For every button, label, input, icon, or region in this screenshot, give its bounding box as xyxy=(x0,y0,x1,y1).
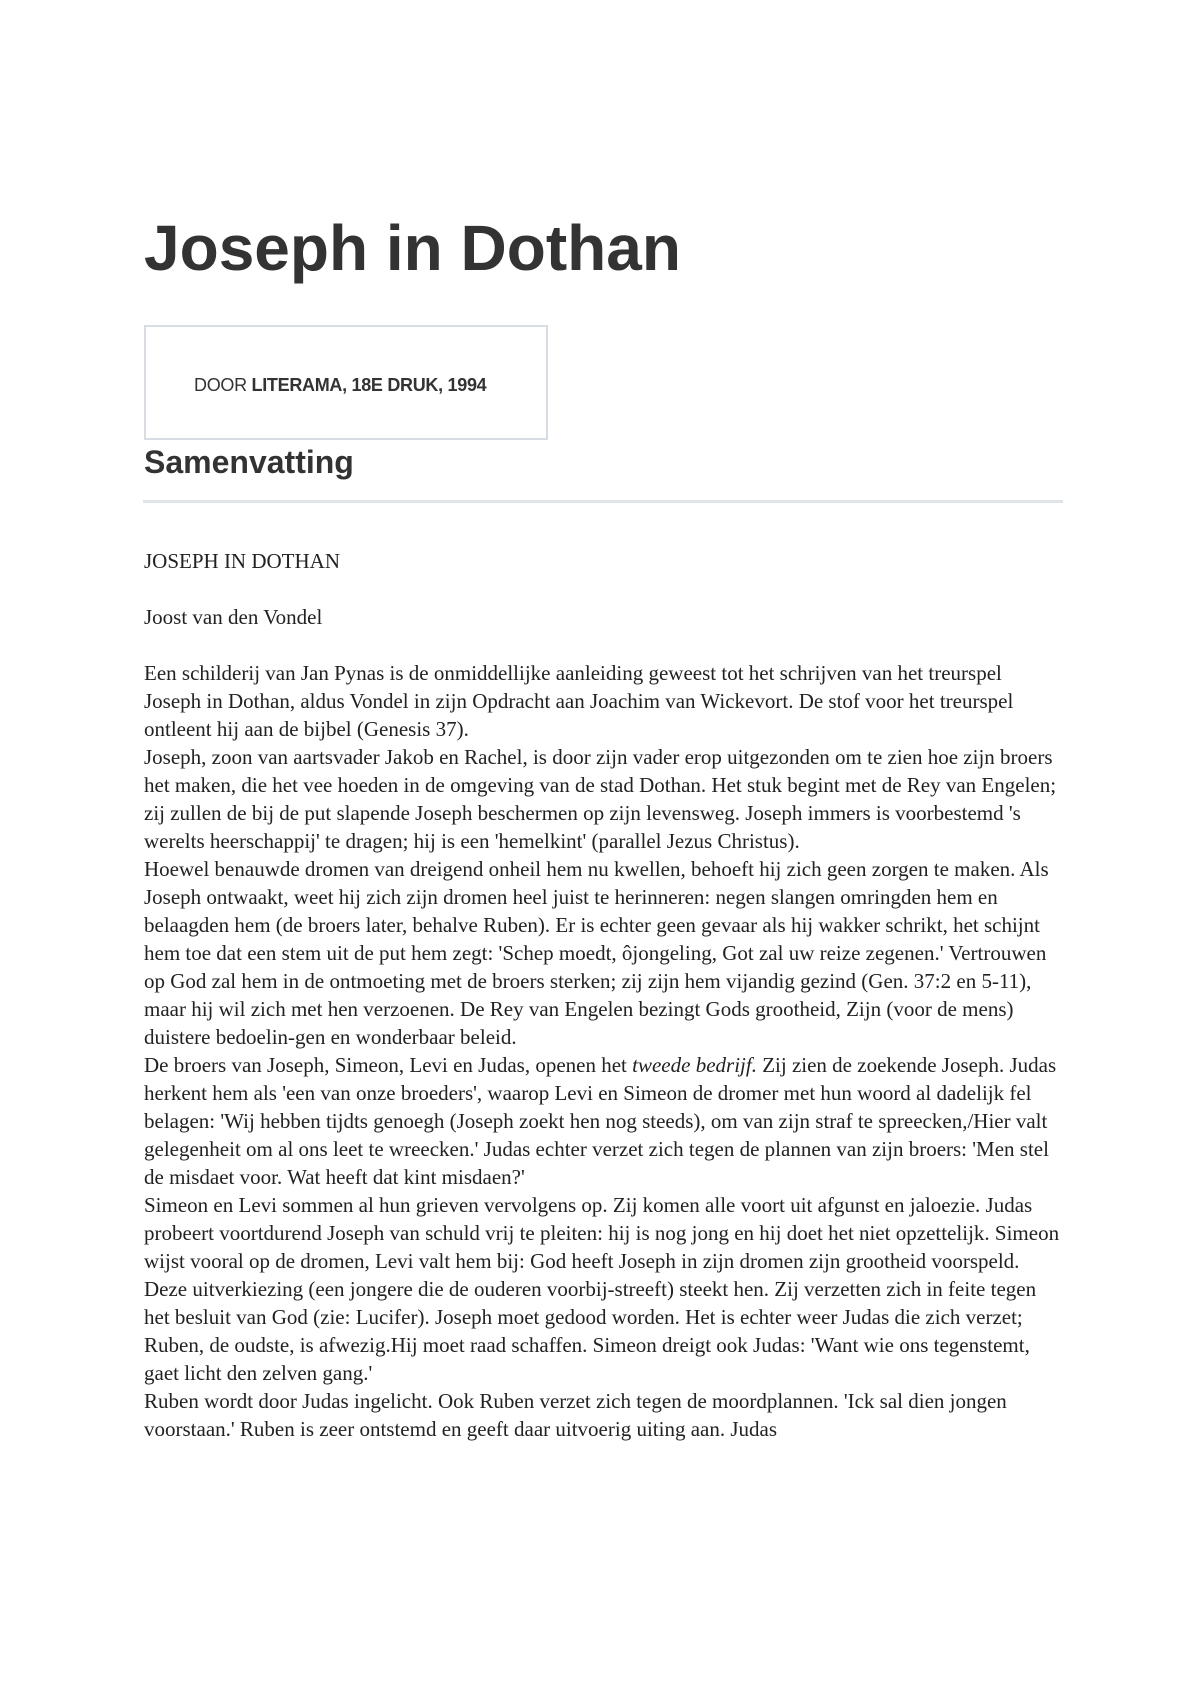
summary-paragraph-1: Een schilderij van Jan Pynas is de onmiddellijke aanleiding geweest tot het schrijven van het treurspel Joseph in Dothan, aldus Vondel in zijn Opdracht aan Joachim van Wickevort. De stof voor het treurspel ontleent hij aan de bijbel (Genesis 37). xyxy=(144,661,1014,741)
author-source: LITERAMA, 18E DRUK, 1994 xyxy=(251,375,487,395)
summary-paragraph-5: Simeon en Levi sommen al hun grieven vervolgens op. Zij komen alle voort uit afgunst en jaloezie. Judas probeert voortdurend Joseph van schuld vrij te pleiten: hij is nog jong en hij doet het niet opzettelijk. Simeon wijst vooral op de dromen, Levi valt hem bij: God heeft Joseph in zijn dromen zijn grootheid voorspeld. Deze uitverkiezing (een jongere die de ouderen voorbij-streeft) steekt hen. Zij verzetten zich in feite tegen het besluit van God (zie: Lucifer). Joseph moet gedood worden. Het is echter weer Judas die zich verzet; Ruben, de oudste, is afwezig.Hij moet raad schaffen. Simeon dreigt ook Judas: 'Want wie ons tegenstemt, gaet licht den zelven gang.' xyxy=(144,1193,1060,1385)
summary-author: Joost van den Vondel xyxy=(144,605,323,629)
author-info xyxy=(194,375,486,395)
author-info-box xyxy=(144,325,548,440)
summary-body xyxy=(144,547,1064,1443)
document-title: Joseph in Dothan xyxy=(144,212,681,284)
summary-heading-caps: JOSEPH IN DOTHAN xyxy=(144,549,341,573)
summary-paragraph-6: Ruben wordt door Judas ingelicht. Ook Ruben verzet zich tegen de moordplannen. 'Ick sal dien jongen voorstaan.' Ruben is zeer ontstemd en geeft daar uitvoerig uiting aan. Judas xyxy=(144,1389,1007,1441)
summary-paragraph-2: Joseph, zoon van aartsvader Jakob en Rachel, is door zijn vader erop uitgezonden om te zien hoe zijn broers het maken, die het vee hoeden in de omgeving van de stad Dothan. Het stuk begint met de Rey van Engelen; zij zullen de bij de put slapende Joseph beschermen op zijn levensweg. Joseph immers is voorbestemd 's werelts heerschappij' te dragen; hij is een 'hemelkint' (parallel Jezus Christus). xyxy=(144,745,1057,853)
author-prefix: DOOR xyxy=(194,375,252,395)
section-heading: Samenvatting xyxy=(144,444,354,480)
paragraph-4-italic: tweede bedrijf. xyxy=(632,1053,757,1077)
summary-paragraph-3: Hoewel benauwde dromen van dreigend onheil hem nu kwellen, behoeft hij zich geen zorgen te maken. Als Joseph ontwaakt, weet hij zich zijn dromen heel juist te herinneren: negen slangen omringden hem en belaagden hem (de broers later, behalve Ruben). Er is echter geen gevaar als hij wakker schrikt, het schijnt hem toe dat een stem uit de put hem zegt: 'Schep moedt, ôjongeling, Got zal uw reize zegenen.' Vertrouwen op God zal hem in de ontmoeting met de broers sterken; zij zijn hem vijandig gezind (Gen. 37:2 en 5-11), maar hij wil zich met hen verzoenen. De Rey van Engelen bezingt Gods grootheid, Zijn (voor de mens) duistere bedoelin-gen en wonderbaar beleid. xyxy=(144,857,1049,1049)
summary-paragraph-4 xyxy=(144,1051,1064,1191)
section-divider xyxy=(143,500,1063,503)
paragraph-4-end: Zij zien de zoekende Joseph. Judas herkent hem als 'een van onze broeders', waarop Levi en Simeon de dromer met hun woord al dadelijk fel belagen: 'Wij hebben tijdts genoegh (Joseph zoekt hen nog steeds), om van zijn straf te spreecken,/Hier valt gelegenheit om al ons leet te wreecken.' Judas echter verzet zich tegen de plannen van zijn broers: 'Men stel de misdaet voor. Wat heeft dat kint misdaen?' xyxy=(144,1053,1057,1189)
paragraph-4-start: De broers van Joseph, Simeon, Levi en Judas, openen het xyxy=(144,1053,633,1077)
